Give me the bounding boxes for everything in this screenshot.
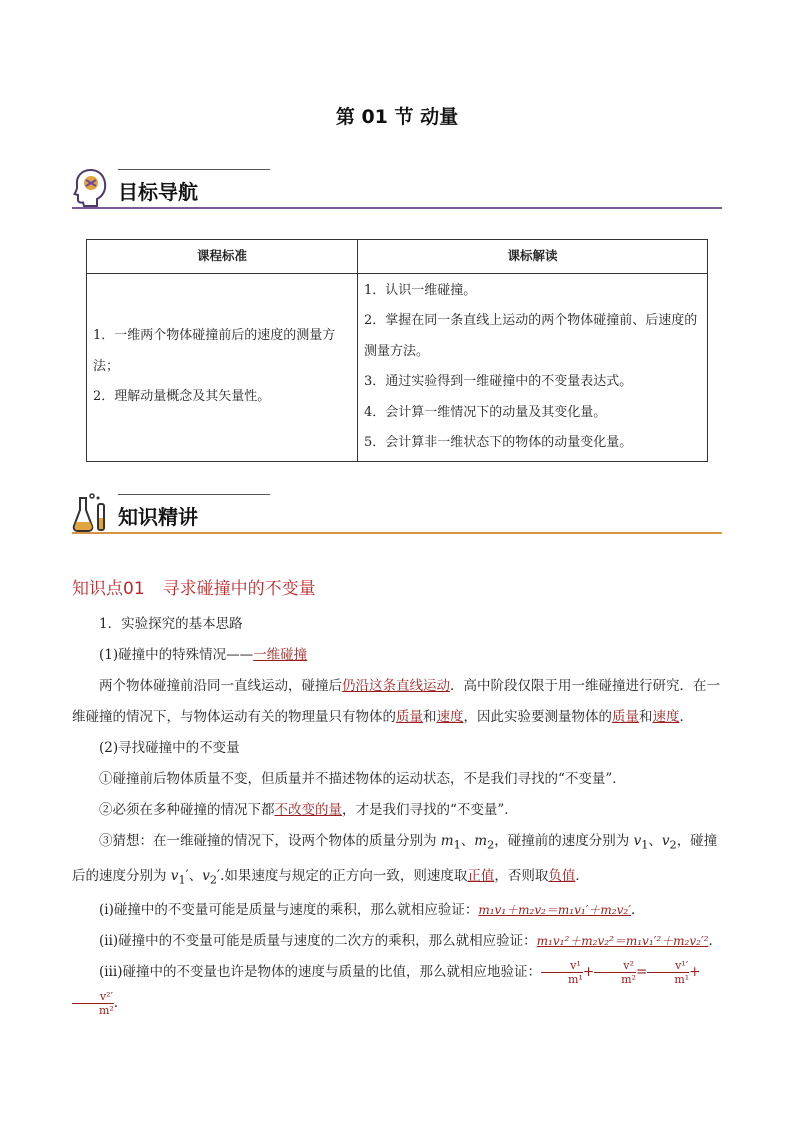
subscript: 1 <box>641 838 649 852</box>
subheading-line: (2)寻找碰撞中的不变量 <box>99 740 240 756</box>
standard-item: 1．一维两个物体碰撞前后的速度的测量方法； <box>93 328 336 374</box>
fraction <box>594 959 636 986</box>
header-underline <box>72 532 722 534</box>
page-title: 第 01 节 动量 <box>335 106 459 128</box>
text-span: ． <box>630 902 645 919</box>
formula-momentum: m₁v₁＋m₂v₂＝m₁v₁′＋m₂v₂′ <box>478 903 631 918</box>
paragraph <box>72 926 724 957</box>
key-term: 质量 <box>396 709 423 725</box>
section-title-nav: 目标导航 <box>118 180 198 204</box>
paragraph <box>72 671 724 733</box>
interpretation-item: 3．通过实验得到一维碰撞中的不变量表达式。 <box>364 374 633 389</box>
operator: + <box>582 964 595 981</box>
knowledge-point-number: 知识点01 <box>72 579 145 599</box>
text-span: 和 <box>639 709 653 725</box>
text-span: ③猜想：在一维碰撞的情况下，设两个物体的质量分别为 <box>99 833 441 849</box>
text-span: ． <box>113 995 128 1012</box>
numerator: v¹′ <box>675 959 689 973</box>
numerator: v¹ <box>570 959 581 973</box>
subscript: 2 <box>669 838 677 852</box>
text-span: .如果速度与规定的正方向一致，则速度取 <box>220 867 468 884</box>
heading-line: 1．实验探究的基本思路 <box>99 616 243 632</box>
text-span: ，否则取 <box>494 867 549 884</box>
text-span: ． <box>679 709 693 725</box>
key-term: 速度 <box>652 709 680 725</box>
table-cell-interpretation <box>358 273 708 461</box>
knowledge-point-name: 寻求碰撞中的不变量 <box>162 579 316 599</box>
subheading-line <box>72 640 724 671</box>
text-span: ，碰撞后的速度分别为 <box>72 833 718 884</box>
text-span: 、 <box>188 867 203 884</box>
knowledge-point-title <box>72 574 316 599</box>
prime: ′ <box>217 867 221 884</box>
denominator: m² <box>72 1003 114 1017</box>
interpretation-item: 1．认识一维碰撞。 <box>364 282 477 298</box>
text-span: ． <box>575 867 589 884</box>
operator: + <box>689 964 701 981</box>
prime: ′ <box>185 867 189 884</box>
key-term: 速度 <box>436 709 464 725</box>
section-header-knowledge <box>72 492 722 536</box>
standard-item: 2．理解动量概念及其矢量性。 <box>93 389 271 405</box>
subscript: 2 <box>209 873 217 887</box>
symbol: v <box>202 867 210 884</box>
denominator: m¹ <box>541 972 583 986</box>
symbol: v <box>661 833 670 849</box>
table-header-row <box>87 240 708 274</box>
interpretation-item: 4．会计算一维情况下的动量及其变化量。 <box>364 404 607 420</box>
interpretation-item: 2．掌握在同一条直线上运动的两个物体碰撞前、后速度的测量方法。 <box>364 313 698 359</box>
text-span: ． <box>708 933 722 950</box>
paragraph <box>72 895 724 926</box>
paragraph <box>72 957 724 1019</box>
text-span: (ⅲ)碰撞中的不变量也许是物体的速度与质量的比值，那么就相应地验证： <box>99 964 541 981</box>
header-top-rule <box>118 169 270 170</box>
text-span: ，才是我们寻找的“不变量”． <box>342 802 518 818</box>
lab-flask-icon <box>72 492 110 532</box>
text-span: ．高中阶段仅限于用一维碰撞进行研究．在一维碰撞的情况下，与物体运动有关的物理量只有物体的 <box>72 678 720 725</box>
formula-energy: m₁v₁²＋m₂v₂²＝m₁v₁′²＋m₂v₂′² <box>536 934 709 949</box>
subscript: 1 <box>178 873 186 887</box>
section-header-nav <box>72 167 722 211</box>
text-span: 、 <box>460 833 475 849</box>
symbol: v <box>170 867 179 884</box>
curriculum-table <box>86 239 708 462</box>
fraction <box>72 990 114 1017</box>
key-term: 正值 <box>467 867 495 884</box>
text-span: 和 <box>423 709 437 725</box>
brain-head-icon <box>72 167 110 207</box>
text-span: ②必须在多种碰撞的情况下都 <box>99 802 275 818</box>
fraction <box>647 959 689 986</box>
section-title-knowledge: 知识精讲 <box>118 505 198 529</box>
text-span: ，碰撞前的速度分别为 <box>494 833 634 849</box>
symbol: m <box>440 833 454 849</box>
text-span: (1)碰撞中的特殊情况—— <box>99 647 254 663</box>
operator: = <box>636 964 648 981</box>
numerator: v²′ <box>99 990 113 1004</box>
fraction <box>541 959 583 986</box>
key-term: 质量 <box>612 709 639 725</box>
paragraph <box>72 795 724 826</box>
subscript: 1 <box>453 838 461 852</box>
denominator: m² <box>594 972 636 986</box>
key-term: 不改变的量 <box>274 802 342 818</box>
lesson-body <box>72 609 724 1019</box>
table-row <box>87 273 708 461</box>
key-term: 负值 <box>548 867 576 884</box>
symbol: v <box>633 833 642 849</box>
table-cell-standards <box>87 273 358 461</box>
paragraph: ①碰撞前后物体质量不变，但质量并不描述物体的运动状态，不是我们寻找的“不变量”． <box>99 771 626 787</box>
key-term: 一维碰撞 <box>253 647 308 663</box>
text-span: 、 <box>648 833 662 849</box>
symbol: m <box>474 833 488 849</box>
header-underline <box>72 207 722 209</box>
interpretation-item: 5．会计算非一维状态下的物体的动量变化量。 <box>364 435 633 450</box>
numerator: v² <box>623 959 634 973</box>
key-term: 仍沿这条直线运动 <box>342 678 450 694</box>
paragraph <box>72 826 724 895</box>
text-span: ，因此实验要测量物体的 <box>463 709 612 725</box>
denominator: m¹ <box>647 972 689 986</box>
text-span: 两个物体碰撞前沿同一直线运动，碰撞后 <box>99 678 342 694</box>
text-span: (ⅰ)碰撞中的不变量可能是质量与速度的乘积，那么就相应验证： <box>99 902 479 919</box>
table-header-cell: 课标解读 <box>358 240 708 274</box>
subscript: 2 <box>487 838 495 852</box>
table-header-cell: 课程标准 <box>87 240 358 274</box>
header-top-rule <box>118 494 270 495</box>
text-span: (ⅱ)碰撞中的不变量可能是质量与速度的二次方的乘积，那么就相应验证： <box>99 933 537 950</box>
